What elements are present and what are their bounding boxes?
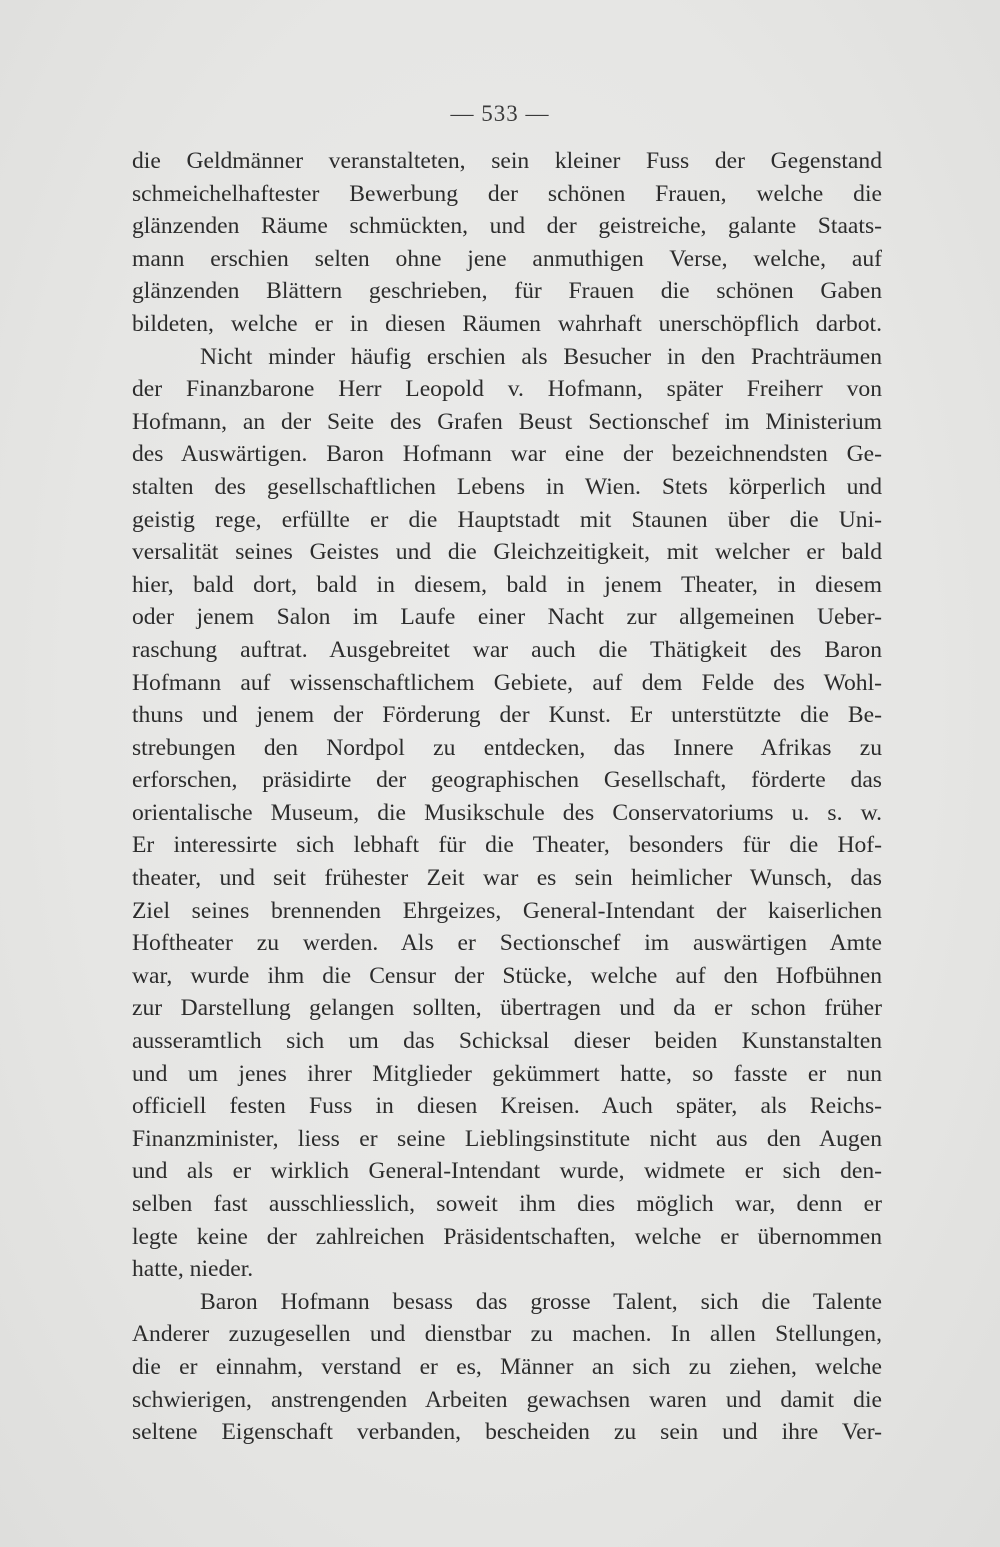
text-line: seltene Eigenschaft verbanden, bescheiden zu sein und ihre Ver- xyxy=(132,1419,882,1446)
text-line: schwierigen, anstrengenden Arbeiten gewachsen waren und damit die xyxy=(132,1386,882,1413)
text-line: Baron Hofmann besass das grosse Talent, sich die Talente xyxy=(200,1288,882,1315)
text-line: des Auswärtigen. Baron Hofmann war eine der bezeichnendsten Ge- xyxy=(132,441,882,468)
paragraph-p3 xyxy=(132,1286,882,1449)
text-line: die er einnahm, verstand er es, Männer an sich zu ziehen, welche xyxy=(132,1353,882,1380)
text-line: selben fast ausschliesslich, soweit ihm dies möglich war, denn er xyxy=(132,1191,882,1217)
text-line: der Finanzbarone Herr Leopold v. Hofmann, später Freiherr von xyxy=(132,376,882,403)
text-line: schmeichelhaftester Bewerbung der schönen Frauen, welche die xyxy=(132,180,882,207)
text-line: strebungen den Nordpol zu entdecken, das Innere Afrikas zu xyxy=(132,734,882,761)
text-line: Er interessirte sich lebhaft für die Theater, besonders für die Hof- xyxy=(132,832,882,859)
text-line: hier, bald dort, bald in diesem, bald in jenem Theater, in diesem xyxy=(132,571,882,598)
text-line: thuns und jenem der Förderung der Kunst. Er unterstützte die Be- xyxy=(132,702,882,729)
text-line: mann erschien selten ohne jene anmuthigen Verse, welche, auf xyxy=(132,245,882,272)
paragraph-p1 xyxy=(132,145,882,341)
text-line: theater, und seit frühester Zeit war es sein heimlicher Wunsch, das xyxy=(132,865,882,892)
text-line: geistig rege, erfüllte er die Hauptstadt mit Staunen über die Uni- xyxy=(132,506,882,533)
text-line: und um jenes ihrer Mitglieder gekümmert hatte, so fasste er nun xyxy=(132,1060,882,1087)
text-line: hatte, nieder. xyxy=(132,1256,254,1283)
text-line: die Geldmänner veranstalteten, sein kleiner Fuss der Gegenstand xyxy=(132,148,882,174)
text-line: officiell festen Fuss in diesen Kreisen. Auch später, als Reichs- xyxy=(132,1093,882,1120)
text-line: zur Darstellung gelangen sollten, übertragen und da er schon früher xyxy=(132,995,882,1022)
text-line: stalten des gesellschaftlichen Lebens in Wien. Stets körperlich und xyxy=(132,473,882,500)
text-line: versalität seines Geistes und die Gleichzeitigkeit, mit welcher er bald xyxy=(132,539,882,566)
text-line: erforschen, präsidirte der geographischen Gesellschaft, förderte das xyxy=(132,767,882,794)
text-line: war, wurde ihm die Censur der Stücke, welche auf den Hofbühnen xyxy=(132,962,882,989)
body-text xyxy=(132,145,882,1449)
text-line: Hofmann, an der Seite des Grafen Beust Sectionschef im Ministerium xyxy=(132,408,882,435)
text-line: raschung auftrat. Ausgebreitet war auch die Thätigkeit des Baron xyxy=(132,636,882,663)
text-line: oder jenem Salon im Laufe einer Nacht zur allgemeinen Ueber- xyxy=(132,604,882,631)
text-line: glänzenden Räume schmückten, und der geistreiche, galante Staats- xyxy=(132,213,882,240)
paragraph-p2 xyxy=(132,341,882,1286)
text-line: Nicht minder häufig erschien als Besucher in den Prachträumen xyxy=(200,343,882,370)
text-line: Hofmann auf wissenschaftlichem Gebiete, auf dem Felde des Wohl- xyxy=(132,669,882,696)
text-line: Ziel seines brennenden Ehrgeizes, General-Intendant der kaiserlichen xyxy=(132,897,882,924)
text-line: orientalische Museum, die Musikschule des Conservatoriums u. s. w. xyxy=(132,799,882,826)
text-line: glänzenden Blättern geschrieben, für Frauen die schönen Gaben xyxy=(132,278,882,305)
text-line: Finanzminister, liess er seine Lieblingsinstitute nicht aus den Augen xyxy=(132,1125,882,1152)
text-line: bildeten, welche er in diesen Räumen wahrhaft unerschöpflich darbot. xyxy=(132,310,882,337)
text-line: ausseramtlich sich um das Schicksal dieser beiden Kunstanstalten xyxy=(132,1028,882,1055)
page-number: — 533 — xyxy=(450,101,550,126)
text-line: legte keine der zahlreichen Präsidentschaften, welche er übernommen xyxy=(132,1223,882,1250)
text-line: und als er wirklich General-Intendant wurde, widmete er sich den- xyxy=(132,1158,882,1185)
text-line: Anderer zuzugesellen und dienstbar zu machen. In allen Stellungen, xyxy=(132,1321,882,1348)
text-line: Hoftheater zu werden. Als er Sectionschef im auswärtigen Amte xyxy=(132,930,882,957)
